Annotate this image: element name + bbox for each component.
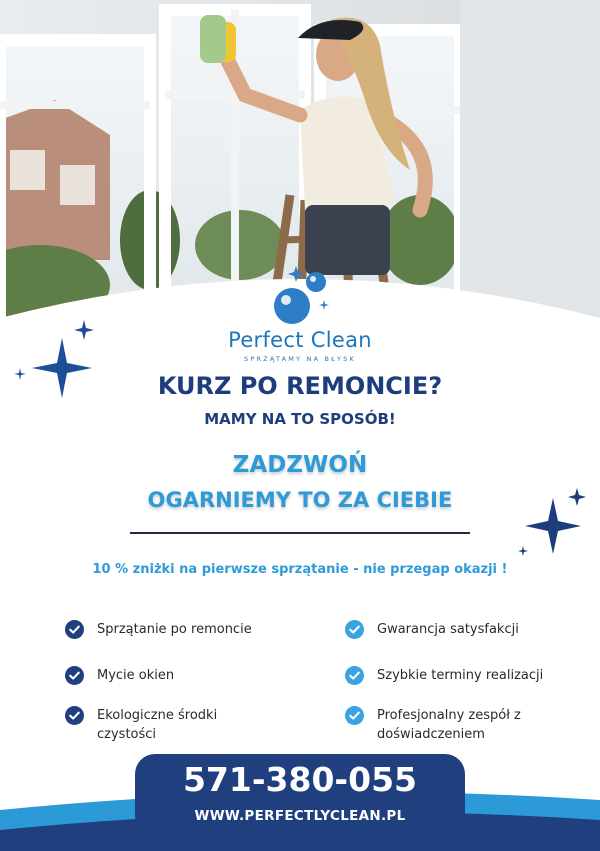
website-link[interactable]: WWW.PERFECTLYCLEAN.PL xyxy=(194,808,406,824)
feature-label: Ekologiczne środki czystości xyxy=(97,708,218,742)
headline-answer: MAMY NA TO SPOSÓB! xyxy=(204,410,396,428)
check-circle-icon xyxy=(345,620,364,639)
phone-number[interactable]: 571-380-055 xyxy=(182,760,418,799)
feature-item xyxy=(345,666,585,706)
feature-item xyxy=(345,620,585,660)
promo-text: 10 % zniżki na pierwsze sprzątanie - nie przegap okazji ! xyxy=(92,562,508,577)
check-circle-icon xyxy=(65,620,84,639)
headline-call: ZADZWOŃ xyxy=(232,452,368,478)
feature-item xyxy=(65,620,315,660)
brand-name: Perfect Clean xyxy=(228,328,372,352)
feature-item xyxy=(345,706,585,746)
check-circle-icon xyxy=(65,666,84,685)
feature-item xyxy=(65,666,315,706)
feature-label: Profesjonalny zespół z doświadczeniem xyxy=(377,708,521,742)
bubbles-logo-icon xyxy=(266,262,336,326)
divider xyxy=(130,532,470,534)
headline-promise: OGARNIEMY TO ZA CIEBIE xyxy=(147,488,453,512)
feature-item xyxy=(65,706,315,746)
brand-tagline: SPRZĄTAMY NA BŁYSK xyxy=(244,355,356,363)
check-circle-icon xyxy=(345,666,364,685)
headline-question: KURZ PO REMONCIE? xyxy=(157,372,443,400)
check-circle-icon xyxy=(65,706,84,725)
feature-label: Sprzątanie po remoncie xyxy=(97,622,252,637)
feature-label: Gwarancja satysfakcji xyxy=(377,622,519,637)
feature-label: Szybkie terminy realizacji xyxy=(377,668,544,683)
check-circle-icon xyxy=(345,706,364,725)
feature-label: Mycie okien xyxy=(97,668,175,683)
